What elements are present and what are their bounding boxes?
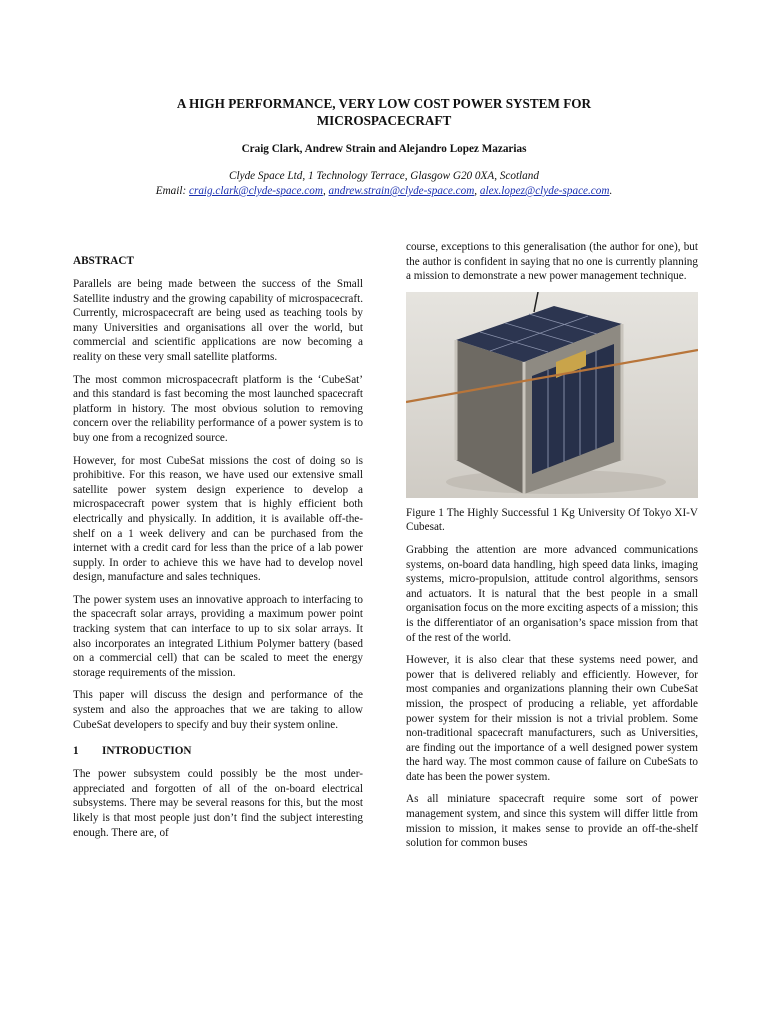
abstract-paragraph-2: The most common microspacecraft platform is the ‘CubeSat’ and this standard is fast becoming the most launched spacecraft platform in history. The most obvious solution to removing concern over the reliability performance of a power system is to buy one from a recognized source. — [73, 373, 363, 444]
right-column — [406, 240, 698, 859]
affiliation-block — [80, 169, 688, 199]
abstract-paragraph-4: The power system uses an innovative approach to interfacing to the spacecraft solar arrays, providing a maximum power point tracking system that can interface to up to six solar arrays. It also incorporates an integrated Lithium Polymer battery (based on a commercial cell) that can be scaled to meet the energy storage requirements of the mission. — [73, 593, 363, 679]
email-link-lopez[interactable]: alex.lopez@clyde-space.com — [479, 185, 610, 197]
section-title: INTRODUCTION — [102, 745, 192, 758]
title-line-2: MICROSPACECRAFT — [316, 113, 452, 128]
cubesat-illustration — [406, 292, 698, 498]
left-column — [73, 240, 363, 848]
email-link-clark[interactable]: craig.clark@clyde-space.com — [189, 185, 323, 197]
abstract-heading: ABSTRACT — [73, 255, 134, 267]
paper-title — [100, 95, 668, 129]
affiliation: Clyde Space Ltd, 1 Technology Terrace, Glasgow G20 0XA, Scotland — [229, 170, 539, 182]
title-line-1: A HIGH PERFORMANCE, VERY LOW COST POWER SYSTEM FOR — [176, 96, 592, 111]
email-label: Email: — [155, 185, 189, 197]
abstract-paragraph-1: Parallels are being made between the success of the Small Satellite industry and the growing capability of microspacecraft. Currently, microspacecraft are being used as teaching tools by many Universities and organisations all over the world, but commercial and scientific applications are now becoming a reality on these very small satellite platforms. — [73, 278, 363, 363]
right-paragraph-1: Grabbing the attention are more advanced communications systems, on-board data handling, high speed data links, imaging systems, micro-propulsion, attitude control algorithms, sensors and actuators. It is natural that the best people in a small organisation focus on the more exciting aspects of a mission; this is the differentiator of an organisation’s space mission from that of the rest of the world. — [406, 543, 698, 644]
continued-paragraph: course, exceptions to this generalisation (the author for one), but the author is confident in saying that no one is currently planning a mission to demonstrate a new power management technique. — [406, 241, 698, 283]
introduction-paragraph: The power subsystem could possibly be the most under-appreciated and forgotten of all of the on-board electrical subsystems. There may be several reasons for this, but the most likely is that most people just don’t find the subject interesting enough. There are, of — [73, 768, 363, 839]
authors: Craig Clark, Andrew Strain and Alejandro Lopez Mazarias — [241, 143, 527, 155]
introduction-heading — [73, 744, 363, 758]
email-sep-1: , — [322, 185, 329, 197]
figure-caption: Figure 1 The Highly Successful 1 Kg University Of Tokyo XI-V Cubesat. — [406, 506, 698, 534]
section-number: 1 — [73, 745, 79, 758]
cubesat-photo — [406, 292, 698, 498]
abstract-paragraph-3: However, for most CubeSat missions the cost of doing so is prohibitive. For this reason, we have used our extensive small satellite power system design experience to develop a microspacecraft power system that is highly efficient both electrically and physically. In addition, it is available off-the-shelf on a 1 week delivery and can be purchased from the internet with a credit card for less than the price of a lab power supply. In order to achieve this we have had to develop novel design, manufacture and sales techniques. — [73, 454, 363, 584]
abstract-paragraph-5: This paper will discuss the design and performance of the system and also the approaches that we are taking to allow CubeSat developers to specify and buy their system online. — [73, 689, 363, 731]
right-paragraph-3: As all miniature spacecraft require some sort of power management system, and since this system will differ little from mission to mission, it makes sense to provide an off-the-shelf solution for common buses — [406, 793, 698, 850]
email-end: . — [609, 185, 613, 197]
email-link-strain[interactable]: andrew.strain@clyde-space.com — [328, 185, 475, 197]
email-sep-2: , — [474, 185, 480, 197]
right-paragraph-2: However, it is also clear that these systems need power, and power that is delivered reliably and efficiently. However, for most companies and organizations planning their own CubeSat mission, the prospect of producing a reliable, yet affordable power system for their mission is not a trivial problem. Some non-traditional spacecraft manufacturers, such as Universities, are finding out the importance of a well designed power system the hard way. The most common cause of failure on CubeSats to date has been the power system. — [406, 654, 698, 783]
